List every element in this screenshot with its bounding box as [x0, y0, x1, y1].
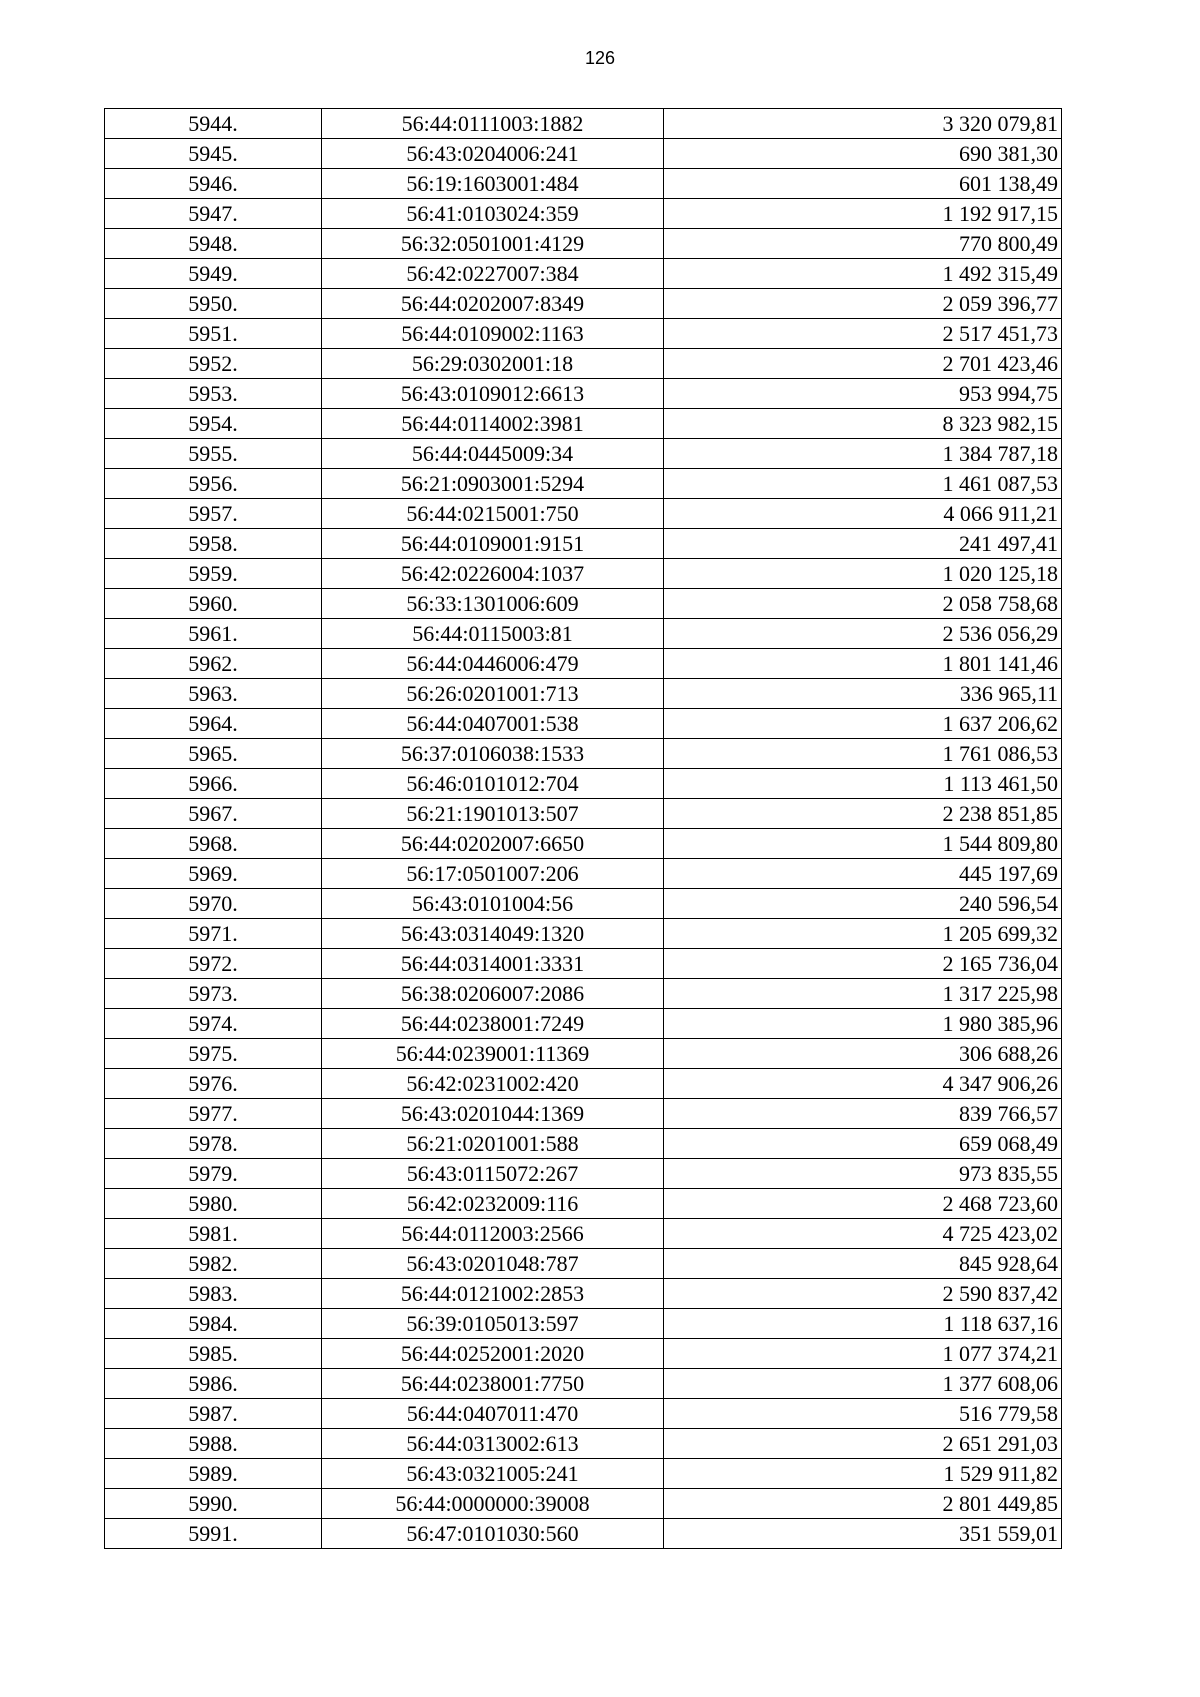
row-number-cell: 5983. [105, 1279, 322, 1309]
value-cell: 240 596,54 [664, 889, 1062, 919]
row-number-cell: 5968. [105, 829, 322, 859]
cadastral-number-cell: 56:42:0226004:1037 [322, 559, 664, 589]
table-row [105, 409, 1062, 439]
row-number-cell: 5990. [105, 1489, 322, 1519]
row-number-cell: 5964. [105, 709, 322, 739]
cadastral-number-cell: 56:33:1301006:609 [322, 589, 664, 619]
row-number-cell: 5967. [105, 799, 322, 829]
row-number-cell: 5953. [105, 379, 322, 409]
row-number-cell: 5944. [105, 109, 322, 139]
value-cell: 2 701 423,46 [664, 349, 1062, 379]
cadastral-number-cell: 56:44:0111003:1882 [322, 109, 664, 139]
cadastral-number-cell: 56:44:0115003:81 [322, 619, 664, 649]
value-cell: 1 384 787,18 [664, 439, 1062, 469]
table-row [105, 1249, 1062, 1279]
value-cell: 351 559,01 [664, 1519, 1062, 1549]
page-number: 126 [584, 48, 616, 68]
value-cell: 1 544 809,80 [664, 829, 1062, 859]
row-number-cell: 5972. [105, 949, 322, 979]
table-row [105, 199, 1062, 229]
value-cell: 1 761 086,53 [664, 739, 1062, 769]
table-row [105, 619, 1062, 649]
row-number-cell: 5988. [105, 1429, 322, 1459]
cadastral-number-cell: 56:44:0121002:2853 [322, 1279, 664, 1309]
row-number-cell: 5948. [105, 229, 322, 259]
row-number-cell: 5952. [105, 349, 322, 379]
value-cell: 953 994,75 [664, 379, 1062, 409]
row-number-cell: 5974. [105, 1009, 322, 1039]
cadastral-number-cell: 56:44:0239001:11369 [322, 1039, 664, 1069]
row-number-cell: 5969. [105, 859, 322, 889]
cadastral-number-cell: 56:43:0101004:56 [322, 889, 664, 919]
value-cell: 1 205 699,32 [664, 919, 1062, 949]
row-number-cell: 5965. [105, 739, 322, 769]
table-row [105, 679, 1062, 709]
row-number-cell: 5958. [105, 529, 322, 559]
table-row [105, 949, 1062, 979]
row-number-cell: 5946. [105, 169, 322, 199]
value-cell: 336 965,11 [664, 679, 1062, 709]
table-row [105, 1489, 1062, 1519]
row-number-cell: 5971. [105, 919, 322, 949]
registry-table [104, 108, 1062, 1549]
cadastral-number-cell: 56:44:0407011:470 [322, 1399, 664, 1429]
value-cell: 2 165 736,04 [664, 949, 1062, 979]
cadastral-number-cell: 56:44:0215001:750 [322, 499, 664, 529]
cadastral-number-cell: 56:44:0238001:7249 [322, 1009, 664, 1039]
cadastral-number-cell: 56:21:0201001:588 [322, 1129, 664, 1159]
cadastral-number-cell: 56:44:0314001:3331 [322, 949, 664, 979]
value-cell: 1 980 385,96 [664, 1009, 1062, 1039]
table-row [105, 1189, 1062, 1219]
table-row [105, 1459, 1062, 1489]
cadastral-number-cell: 56:44:0109002:1163 [322, 319, 664, 349]
value-cell: 1 637 206,62 [664, 709, 1062, 739]
cadastral-number-cell: 56:17:0501007:206 [322, 859, 664, 889]
row-number-cell: 5961. [105, 619, 322, 649]
row-number-cell: 5979. [105, 1159, 322, 1189]
table-row [105, 799, 1062, 829]
cadastral-number-cell: 56:44:0313002:613 [322, 1429, 664, 1459]
cadastral-number-cell: 56:43:0321005:241 [322, 1459, 664, 1489]
cadastral-number-cell: 56:47:0101030:560 [322, 1519, 664, 1549]
value-cell: 4 066 911,21 [664, 499, 1062, 529]
value-cell: 2 059 396,77 [664, 289, 1062, 319]
value-cell: 1 529 911,82 [664, 1459, 1062, 1489]
value-cell: 4 347 906,26 [664, 1069, 1062, 1099]
row-number-cell: 5981. [105, 1219, 322, 1249]
row-number-cell: 5950. [105, 289, 322, 319]
table-row [105, 169, 1062, 199]
cadastral-number-cell: 56:26:0201001:713 [322, 679, 664, 709]
cadastral-number-cell: 56:44:0112003:2566 [322, 1219, 664, 1249]
table-row [105, 1129, 1062, 1159]
value-cell: 2 590 837,42 [664, 1279, 1062, 1309]
cadastral-number-cell: 56:42:0231002:420 [322, 1069, 664, 1099]
cadastral-number-cell: 56:44:0114002:3981 [322, 409, 664, 439]
row-number-cell: 5980. [105, 1189, 322, 1219]
cadastral-number-cell: 56:42:0232009:116 [322, 1189, 664, 1219]
value-cell: 4 725 423,02 [664, 1219, 1062, 1249]
row-number-cell: 5978. [105, 1129, 322, 1159]
table-row [105, 499, 1062, 529]
table-row [105, 889, 1062, 919]
table-row [105, 529, 1062, 559]
cadastral-number-cell: 56:46:0101012:704 [322, 769, 664, 799]
cadastral-number-cell: 56:44:0202007:8349 [322, 289, 664, 319]
cadastral-number-cell: 56:41:0103024:359 [322, 199, 664, 229]
value-cell: 1 077 374,21 [664, 1339, 1062, 1369]
value-cell: 659 068,49 [664, 1129, 1062, 1159]
cadastral-number-cell: 56:32:0501001:4129 [322, 229, 664, 259]
table-body [105, 109, 1062, 1549]
row-number-cell: 5951. [105, 319, 322, 349]
value-cell: 2 651 291,03 [664, 1429, 1062, 1459]
table-row [105, 1399, 1062, 1429]
table-row [105, 829, 1062, 859]
value-cell: 839 766,57 [664, 1099, 1062, 1129]
table-row [105, 259, 1062, 289]
value-cell: 516 779,58 [664, 1399, 1062, 1429]
value-cell: 1 492 315,49 [664, 259, 1062, 289]
value-cell: 1 801 141,46 [664, 649, 1062, 679]
table-row [105, 1309, 1062, 1339]
row-number-cell: 5954. [105, 409, 322, 439]
table-row [105, 1219, 1062, 1249]
value-cell: 241 497,41 [664, 529, 1062, 559]
row-number-cell: 5959. [105, 559, 322, 589]
row-number-cell: 5975. [105, 1039, 322, 1069]
cadastral-number-cell: 56:44:0407001:538 [322, 709, 664, 739]
table-row [105, 289, 1062, 319]
value-cell: 1 461 087,53 [664, 469, 1062, 499]
table-row [105, 1069, 1062, 1099]
cadastral-number-cell: 56:44:0445009:34 [322, 439, 664, 469]
value-cell: 1 118 637,16 [664, 1309, 1062, 1339]
table-row [105, 769, 1062, 799]
table-row [105, 439, 1062, 469]
cadastral-number-cell: 56:44:0000000:39008 [322, 1489, 664, 1519]
cadastral-number-cell: 56:43:0201048:787 [322, 1249, 664, 1279]
value-cell: 1 020 125,18 [664, 559, 1062, 589]
row-number-cell: 5949. [105, 259, 322, 289]
value-cell: 3 320 079,81 [664, 109, 1062, 139]
value-cell: 1 377 608,06 [664, 1369, 1062, 1399]
row-number-cell: 5986. [105, 1369, 322, 1399]
value-cell: 306 688,26 [664, 1039, 1062, 1069]
row-number-cell: 5977. [105, 1099, 322, 1129]
cadastral-number-cell: 56:29:0302001:18 [322, 349, 664, 379]
row-number-cell: 5962. [105, 649, 322, 679]
cadastral-number-cell: 56:44:0238001:7750 [322, 1369, 664, 1399]
row-number-cell: 5984. [105, 1309, 322, 1339]
cadastral-number-cell: 56:39:0105013:597 [322, 1309, 664, 1339]
row-number-cell: 5987. [105, 1399, 322, 1429]
table-row [105, 229, 1062, 259]
table-row [105, 319, 1062, 349]
table-row [105, 1039, 1062, 1069]
table-row [105, 1429, 1062, 1459]
row-number-cell: 5970. [105, 889, 322, 919]
row-number-cell: 5947. [105, 199, 322, 229]
table-row [105, 559, 1062, 589]
row-number-cell: 5973. [105, 979, 322, 1009]
table-row [105, 919, 1062, 949]
value-cell: 445 197,69 [664, 859, 1062, 889]
cadastral-number-cell: 56:44:0109001:9151 [322, 529, 664, 559]
cadastral-number-cell: 56:44:0446006:479 [322, 649, 664, 679]
table-row [105, 139, 1062, 169]
cadastral-number-cell: 56:19:1603001:484 [322, 169, 664, 199]
table-row [105, 859, 1062, 889]
table-row [105, 739, 1062, 769]
value-cell: 8 323 982,15 [664, 409, 1062, 439]
value-cell: 2 058 758,68 [664, 589, 1062, 619]
cadastral-number-cell: 56:21:1901013:507 [322, 799, 664, 829]
table-row [105, 1369, 1062, 1399]
table-row [105, 109, 1062, 139]
cadastral-number-cell: 56:43:0204006:241 [322, 139, 664, 169]
table-row [105, 349, 1062, 379]
cadastral-number-cell: 56:43:0201044:1369 [322, 1099, 664, 1129]
table-row [105, 1339, 1062, 1369]
value-cell: 973 835,55 [664, 1159, 1062, 1189]
row-number-cell: 5963. [105, 679, 322, 709]
value-cell: 2 801 449,85 [664, 1489, 1062, 1519]
row-number-cell: 5957. [105, 499, 322, 529]
table-row [105, 1009, 1062, 1039]
table-row [105, 469, 1062, 499]
cadastral-number-cell: 56:21:0903001:5294 [322, 469, 664, 499]
table-row [105, 1279, 1062, 1309]
cadastral-number-cell: 56:43:0109012:6613 [322, 379, 664, 409]
table-row [105, 709, 1062, 739]
row-number-cell: 5966. [105, 769, 322, 799]
table-row [105, 589, 1062, 619]
value-cell: 845 928,64 [664, 1249, 1062, 1279]
cadastral-number-cell: 56:44:0202007:6650 [322, 829, 664, 859]
value-cell: 2 517 451,73 [664, 319, 1062, 349]
row-number-cell: 5955. [105, 439, 322, 469]
cadastral-number-cell: 56:43:0115072:267 [322, 1159, 664, 1189]
cadastral-number-cell: 56:38:0206007:2086 [322, 979, 664, 1009]
table-row [105, 649, 1062, 679]
value-cell: 2 238 851,85 [664, 799, 1062, 829]
value-cell: 1 113 461,50 [664, 769, 1062, 799]
table-row [105, 979, 1062, 1009]
table-row [105, 1099, 1062, 1129]
cadastral-number-cell: 56:43:0314049:1320 [322, 919, 664, 949]
row-number-cell: 5982. [105, 1249, 322, 1279]
value-cell: 1 317 225,98 [664, 979, 1062, 1009]
row-number-cell: 5956. [105, 469, 322, 499]
row-number-cell: 5985. [105, 1339, 322, 1369]
cadastral-number-cell: 56:42:0227007:384 [322, 259, 664, 289]
table-row [105, 379, 1062, 409]
cadastral-number-cell: 56:37:0106038:1533 [322, 739, 664, 769]
value-cell: 2 468 723,60 [664, 1189, 1062, 1219]
cadastral-number-cell: 56:44:0252001:2020 [322, 1339, 664, 1369]
row-number-cell: 5976. [105, 1069, 322, 1099]
value-cell: 2 536 056,29 [664, 619, 1062, 649]
value-cell: 1 192 917,15 [664, 199, 1062, 229]
value-cell: 601 138,49 [664, 169, 1062, 199]
table-row [105, 1519, 1062, 1549]
row-number-cell: 5991. [105, 1519, 322, 1549]
value-cell: 770 800,49 [664, 229, 1062, 259]
table-row [105, 1159, 1062, 1189]
row-number-cell: 5960. [105, 589, 322, 619]
row-number-cell: 5989. [105, 1459, 322, 1489]
row-number-cell: 5945. [105, 139, 322, 169]
value-cell: 690 381,30 [664, 139, 1062, 169]
